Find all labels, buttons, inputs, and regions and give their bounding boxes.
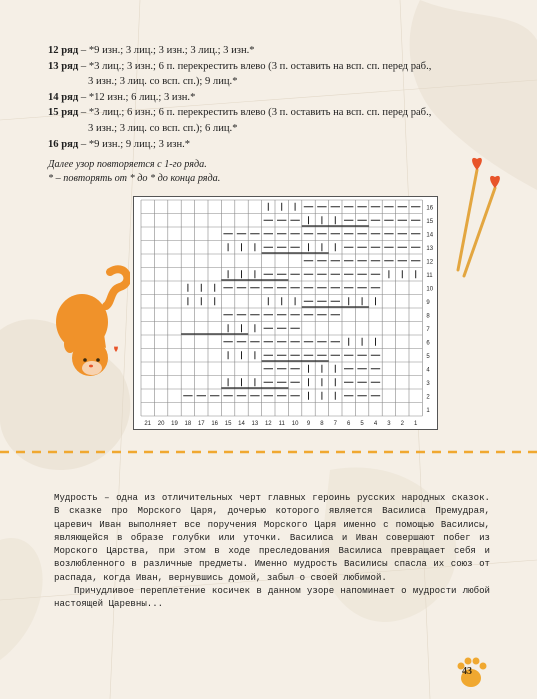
column-number: 13: [251, 421, 259, 427]
row-number: 3: [426, 380, 430, 387]
instruction-row: [48, 137, 518, 153]
column-number: 15: [224, 421, 232, 427]
row-number: 12: [426, 259, 434, 266]
row-number: 2: [426, 394, 430, 401]
page-number: 43: [462, 666, 472, 677]
row-text: – *3 лиц.; 3 изн.; 6 п. перекрестить влево (3 п. оставить на всп. сп. перед раб.,: [80, 60, 432, 72]
row-number: 16: [426, 205, 434, 212]
row-label: 14 ряд: [48, 91, 79, 103]
row-text-continued: 3 изн.; 3 лиц. со всп. сп.); 9 лиц.*: [88, 76, 238, 88]
column-number: 19: [171, 421, 178, 427]
chart-frame: [134, 197, 438, 430]
column-number: 4: [373, 421, 378, 427]
story-paragraph: Мудрость – одна из отличительных черт главных героинь русских народных сказок. В сказке про Морского Царя, дочерью которого является Василиса Премудрая, царевич Иван выполняет все поручения Морского Царя именно с помощью Василисы, являющейся в образе голубки или уточки. Василиса и Иван совершают побег из Морского Царства, при этом в ходе преследования Василиса превращает себя и возлюбленного в различные предметы. Именно мудрость Василисы спасла их союз от распада, когда Иван, вернувшись домой, забыл о своей любимой.: [54, 492, 490, 583]
row-label: 13 ряд: [48, 60, 79, 72]
row-number: 10: [426, 286, 434, 293]
column-number: 5: [360, 421, 364, 427]
column-number: 7: [333, 421, 337, 427]
column-number: 9: [306, 421, 311, 427]
column-number: 14: [238, 421, 245, 427]
row-text: – *12 изн.; 6 лиц.; 3 изн.*: [80, 91, 196, 103]
row-text-continued: 3 изн.; 3 лиц. со всп. сп.); 6 лиц.*: [88, 122, 238, 134]
column-number: 1: [414, 421, 418, 427]
row-number: 7: [426, 326, 430, 333]
row-number: 15: [426, 218, 434, 225]
row-label: 16 ряд: [48, 138, 79, 150]
row-number: 6: [426, 340, 430, 347]
row-number: 8: [426, 313, 430, 320]
repeat-note: Далее узор повторяется с 1-го ряда.: [48, 159, 207, 170]
knitting-needles-icon: [450, 152, 510, 282]
row-text: – *3 лиц.; 6 изн.; 6 п. перекрестить влево (3 п. оставить на всп. сп. перед раб.,: [80, 107, 432, 119]
story-paragraph: Причудливое переплетение косичек в данном узоре напоминает о мудрости любой настоящей Царевны...: [54, 585, 490, 610]
row-number: 4: [426, 367, 430, 374]
column-number: 12: [264, 421, 272, 427]
column-number: 21: [144, 421, 152, 427]
row-number: 11: [426, 272, 433, 279]
instruction-row: [48, 59, 518, 75]
column-number: 11: [278, 421, 285, 427]
column-number: 6: [347, 421, 351, 427]
pattern-notes: [48, 158, 220, 186]
row-number: 5: [426, 353, 430, 360]
row-text: – *9 изн.; 3 лиц.; 3 изн.; 3 лиц.; 3 изн.*: [80, 45, 255, 56]
row-label: 15 ряд: [48, 107, 79, 119]
instruction-row: [48, 105, 518, 121]
column-number: 3: [387, 421, 391, 427]
row-number: 13: [426, 245, 434, 252]
column-number: 20: [157, 421, 165, 427]
column-number: 16: [211, 421, 219, 427]
row-number: 9: [426, 299, 430, 306]
row-number: 1: [426, 407, 430, 414]
column-number: 10: [291, 421, 299, 427]
row-text: – *9 изн.; 9 лиц.; 3 изн.*: [80, 138, 191, 150]
instruction-row: [48, 90, 518, 106]
column-number: 18: [184, 421, 192, 427]
row-label: 12 ряд: [48, 45, 79, 56]
cat-illustration: [40, 262, 130, 392]
column-number: 17: [197, 421, 205, 427]
knitting-chart: [133, 196, 438, 430]
instruction-row: [48, 43, 518, 59]
dashed-divider: [0, 450, 537, 454]
story-text: [54, 491, 490, 611]
column-number: 8: [320, 421, 324, 427]
column-number: 2: [400, 421, 404, 427]
row-number: 14: [426, 232, 434, 239]
row-instructions: [48, 43, 518, 152]
asterisk-note: * – повторять от * до * до конца ряда.: [48, 173, 221, 184]
